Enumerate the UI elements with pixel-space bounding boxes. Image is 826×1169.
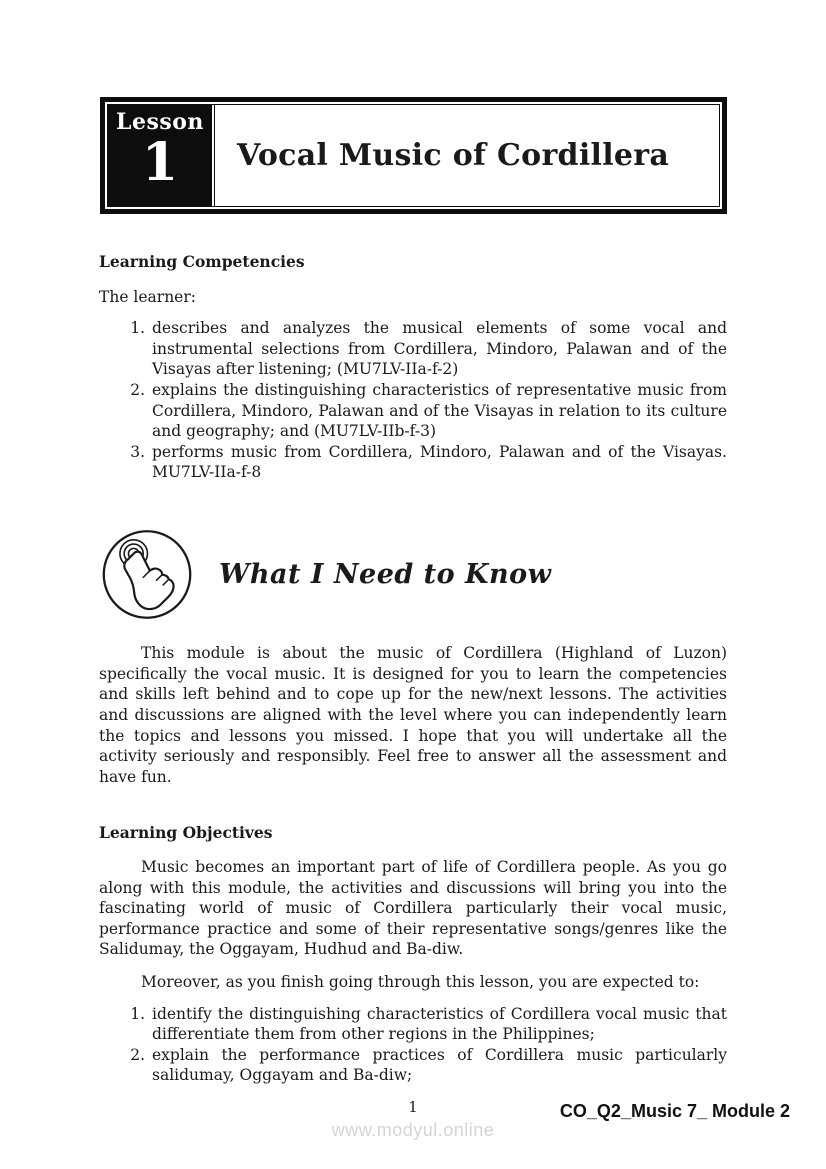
lesson-header-box	[100, 97, 727, 214]
lesson-number-cell	[108, 105, 212, 206]
list-item: 2. explain the performance practices of Cordillera music particularly salidumay, Oggayam and Ba-diw;	[150, 1045, 727, 1086]
lesson-title-cell	[214, 105, 719, 206]
lesson-title: Vocal Music of Cordillera	[237, 138, 670, 173]
what-to-know-banner	[99, 527, 727, 622]
objectives-paragraph-1: Music becomes an important part of life of Cordillera people. As you go along with this module, the activities and discussions will bring you into the fascinating world of music of Cordillera particularly their vocal music, performance practice and some of their representative songs/genres like the Salidumay, the Oggayam, Hudhud and Ba-diw.	[99, 857, 727, 959]
watermark-text: www.modyul.online	[331, 1120, 495, 1140]
list-item: 1. describes and analyzes the musical elements of some vocal and instrumental selections from Cordillera, Mindoro, Palawan and of the Visayas after listening; (MU7LV-IIa-f-2)	[150, 318, 727, 380]
competencies-intro: The learner:	[99, 287, 196, 306]
lesson-number: 1	[141, 132, 179, 193]
lesson-header-inner	[107, 104, 720, 207]
competencies-heading: Learning Competencies	[99, 252, 305, 271]
module-description-paragraph: This module is about the music of Cordillera (Highland of Luzon) specifically the vocal music. It is designed for you to learn the competencies and skills left behind and to cope up for the new/next lessons. The activities and discussions are aligned with the level where you can independently learn the topics and lessons you missed. I hope that you will undertake all the activity seriously and responsibly. Feel free to answer all the assessment and have fun.	[99, 644, 727, 786]
page-number: 1	[408, 1098, 418, 1116]
module-code-label: CO_Q2_Music 7_ Module 2	[559, 1101, 790, 1121]
list-item: 1. identify the distinguishing characteristics of Cordillera vocal music that differentiate them from other regions in the Philippines;	[150, 1004, 727, 1045]
what-to-know-heading: What I Need to Know	[219, 559, 552, 591]
objectives-heading: Learning Objectives	[99, 823, 273, 843]
objectives-paragraph-2: Moreover, as you finish going through this lesson, you are expected to:	[141, 973, 700, 992]
competencies-list	[99, 318, 727, 483]
objectives-list	[99, 1004, 727, 1086]
page-content	[99, 214, 727, 1086]
lesson-label: Lesson	[116, 109, 204, 135]
list-item: 3. performs music from Cordillera, Mindoro, Palawan and of the Visayas. MU7LV-IIa-f-8	[150, 442, 727, 483]
list-item: 2. explains the distinguishing characteristics of representative music from Cordillera, Mindoro, Palawan and of the Visayas in relation to its culture and geography; and (MU7LV-IIb-f-3)	[150, 380, 727, 442]
tap-hand-icon	[99, 527, 195, 622]
